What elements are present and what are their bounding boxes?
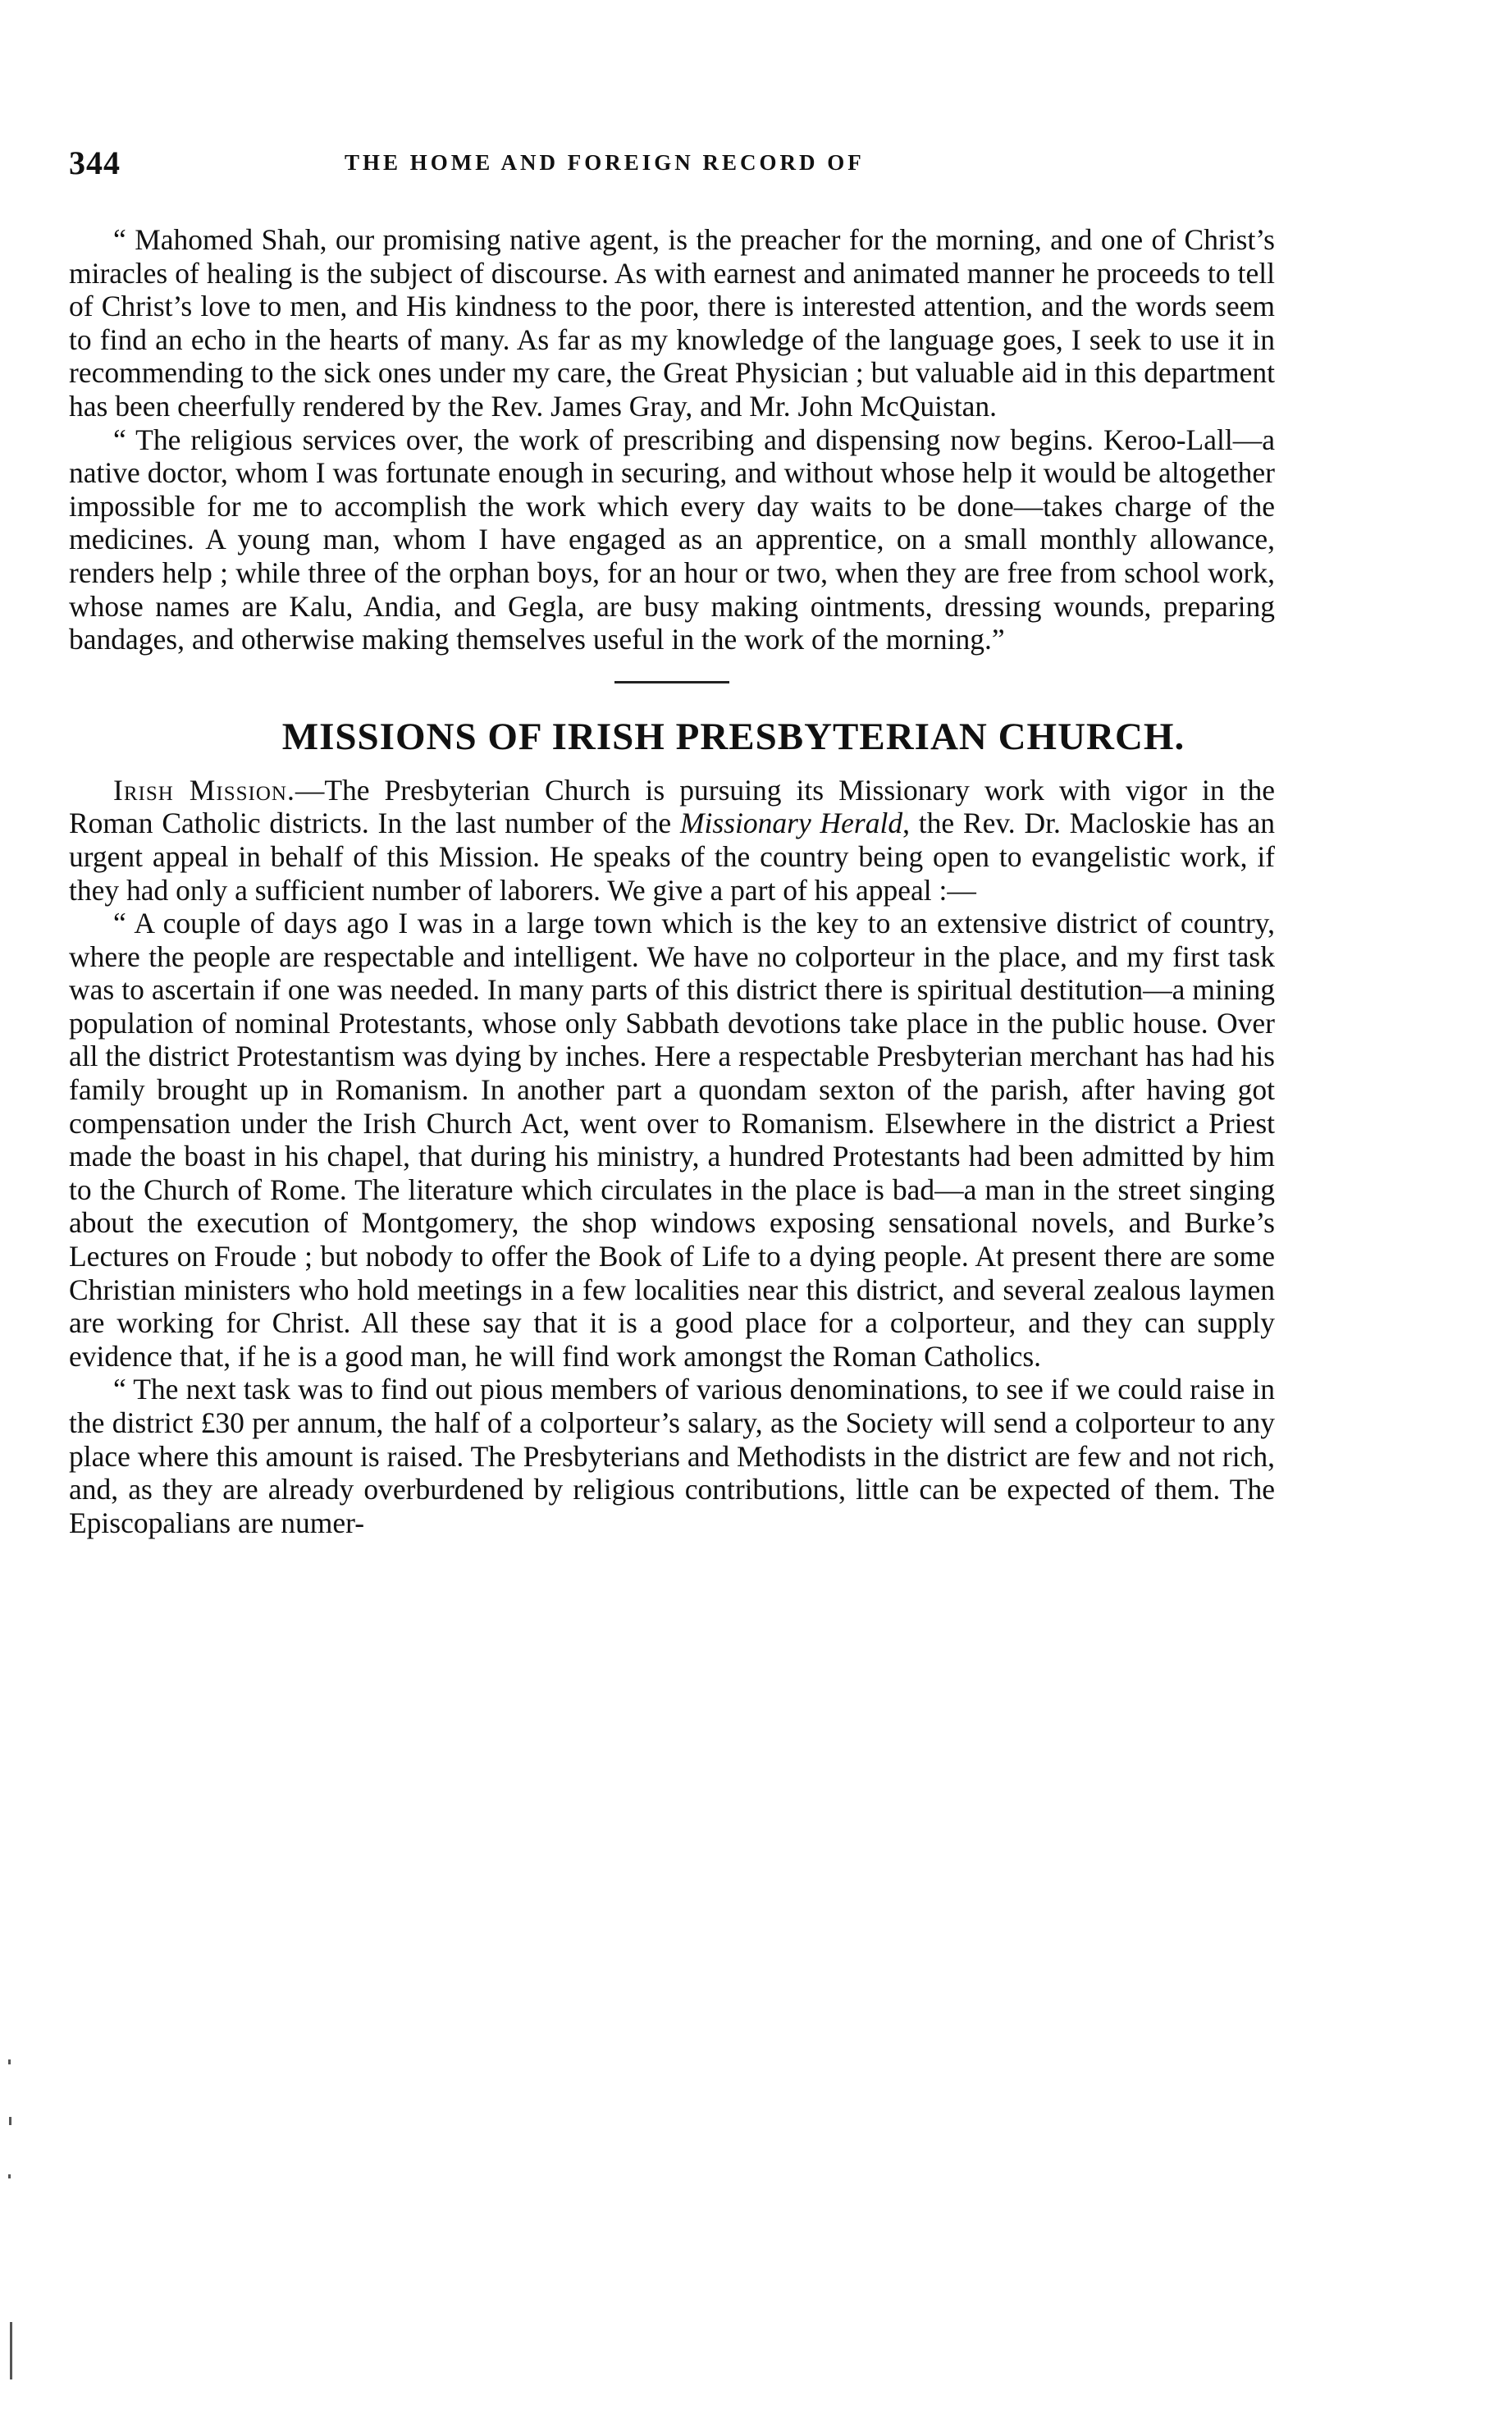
scan-speck bbox=[9, 2117, 11, 2125]
text-column bbox=[69, 223, 1275, 1539]
section-heading: MISSIONS OF IRISH PRESBYTERIAN CHURCH. bbox=[281, 715, 1185, 758]
paragraph-irish-mission bbox=[69, 774, 1275, 907]
paragraph-appeal-next-task: “ The next task was to find out pious members of various denominations, to see if we could raise in the district £30 per annum, the half of a colporteur’s salary, as the Society will send a colporteur to any place where this amount is raised. The Presbyterians and Methodists in the district are few and not rich, and, as they are already overburdened by religious contributions, little can be expected of them. The Episcopalians are numer- bbox=[69, 1373, 1275, 1539]
intro-text-before: —The Presbyterian Church is pursuing its Missionary work with vigor in the Roman Catholic districts. In the last number of the bbox=[69, 773, 1275, 840]
section-divider bbox=[614, 681, 729, 683]
run-in-heading: Irish Mission. bbox=[113, 773, 295, 807]
running-head: THE HOME AND FOREIGN RECORD OF bbox=[345, 150, 865, 175]
scan-speck bbox=[8, 2174, 11, 2178]
paragraph-religious-services: “ The religious services over, the work of prescribing and dispensing now begins. Keroo-Lall—a native doctor, whom I was fortunate enough in securing, and without whose help it would be altogether impossible for me to accomplish the work which every day waits to be done—takes charge of the medicines. A young man, whom I have engaged as an apprentice, on a small monthly allowance, renders help ; while three of the orphan boys, for an hour or two, when they are free from school work, whose names are Kalu, Andia, and Gegla, are busy making ointments, dressing wounds, preparing bandages, and otherwise making themselves useful in the work of the morning.” bbox=[69, 423, 1275, 656]
paragraph-mahomed-shah: “ Mahomed Shah, our promising native agent, is the preacher for the morning, and one of Christ’s miracles of healing is the subject of discourse. As with earnest and animated manner he proceeds to tell of Christ’s love to men, and His kindness to the poor, there is interested attention, and the words seem to find an echo in the hearts of many. As far as my knowledge of the language goes, I seek to use it in recommending to the sick ones under my care, the Great Physician ; but valuable aid in this department has been cheerfully rendered by the Rev. James Gray, and Mr. John McQuistan. bbox=[69, 223, 1275, 423]
paragraph-appeal-town: “ A couple of days ago I was in a large town which is the key to an extensive district of country, where the people are respectable and intelligent. We have no colporteur in the place, and my first task was to ascertain if one was needed. In many parts of this district there is spiritual destitution—a mining population of nominal Protestants, whose only Sabbath devotions take place in the public house. Over all the district Protestantism was dying by inches. Here a respectable Presbyterian merchant has had his family brought up in Romanism. In another part a quondam sexton of the parish, after having got compensation under the Irish Church Act, went over to Romanism. Elsewhere in the district a Priest made the boast in his chapel, that during his ministry, a hundred Protestants had been admitted by him to the Church of Rome. The literature which circulates in the place is bad—a man in the street singing about the execution of Montgomery, the shop windows exposing sensational novels, and Burke’s Lectures on Froude ; but nobody to offer the Book of Life to a dying people. At present there are some Christian ministers who hold meetings in a few localities near this district, and several zealous laymen are working for Christ. All these say that it is a good place for a colporteur, and they can supply evidence that, if he is a good man, he will find work amongst the Roman Catholics. bbox=[69, 907, 1275, 1373]
intro-text-after: , the Rev. Dr. Macloskie has an urgent appeal in behalf of this Mission. He speaks of the country being open to evangelistic work, if they had only a sufficient number of laborers. We give a part of his appeal :— bbox=[69, 807, 1275, 907]
publication-title: Missionary Herald bbox=[679, 807, 903, 840]
scan-edge-specks bbox=[7, 2051, 15, 2396]
scan-speck bbox=[8, 2059, 11, 2064]
scan-speck bbox=[10, 2322, 12, 2379]
page-header bbox=[69, 144, 1300, 193]
page-number: 344 bbox=[69, 144, 121, 181]
